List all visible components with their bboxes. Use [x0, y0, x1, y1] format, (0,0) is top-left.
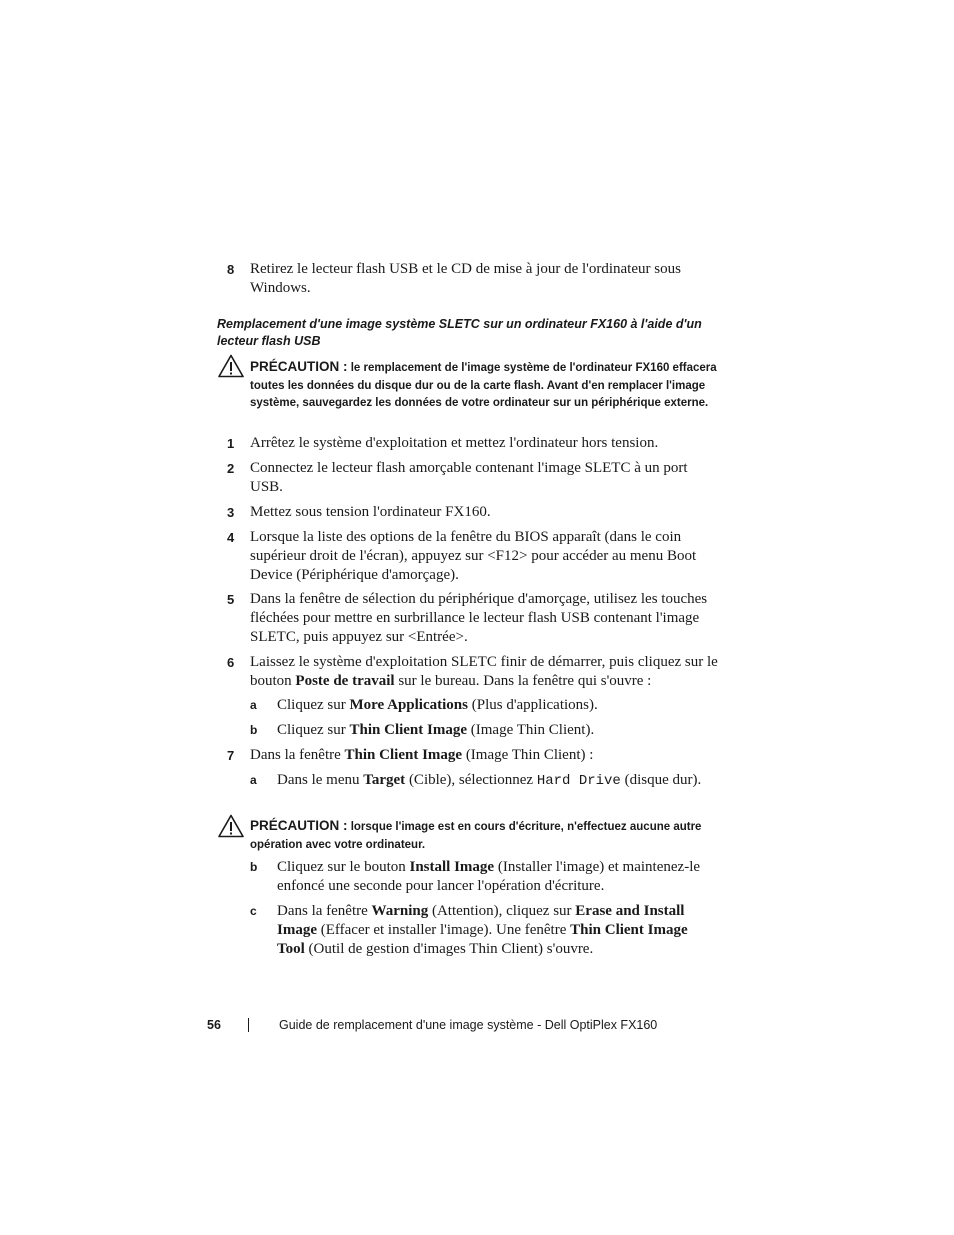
ui-term: Thin Client Image [349, 722, 468, 738]
step-number: 3 [227, 505, 235, 520]
substep-letter: a [250, 773, 257, 787]
step-number: 7 [227, 748, 235, 763]
warning-icon [218, 814, 244, 838]
footer-title: Guide de remplacement d'une image système - Dell OptiPlex FX160 [279, 1018, 658, 1032]
step-text: Laissez le système d'exploitation SLETC finir de démarrer, puis cliquez sur le bouton Poste de travail sur le bureau. Dans la fenêtre qui s'ouvre : [250, 654, 718, 689]
ui-term: Thin Client Image Tool [277, 922, 688, 957]
page-number: 56 [207, 1018, 221, 1032]
substep-letter: b [250, 723, 258, 737]
substep-text: Cliquez sur Thin Client Image (Image Thin Client). [277, 722, 595, 738]
section-heading: Remplacement d'une image système SLETC sur un ordinateur FX160 à l'aide d'un lecteur flash USB [217, 317, 702, 348]
ui-term: More Applications [349, 697, 468, 713]
warning-icon [218, 354, 244, 378]
ui-term: Erase and Install Image [277, 903, 685, 938]
substep-letter: b [250, 860, 258, 874]
substep-letter: a [250, 698, 257, 712]
step-text: Connectez le lecteur flash amorçable contenant l'image SLETC à un port USB. [250, 460, 688, 495]
caution-note [250, 817, 720, 854]
ui-term: Warning [371, 903, 429, 919]
step-number: 5 [227, 592, 235, 607]
step-text: Dans la fenêtre de sélection du périphérique d'amorçage, utilisez les touches fléchées pour mettre en surbrillance le lecteur flash USB contenant l'image SLETC, puis appuyez sur <Entrée>. [250, 591, 708, 645]
step-number: 4 [227, 530, 235, 545]
step-text: Dans la fenêtre Thin Client Image (Image Thin Client) : [250, 747, 594, 763]
substep-text: Dans le menu Target (Cible), sélectionnez Hard Drive (disque dur). [277, 772, 702, 789]
step-text: Retirez le lecteur flash USB et le CD de mise à jour de l'ordinateur sous Windows. [250, 261, 681, 296]
step-number: 6 [227, 655, 235, 670]
caution-text: lorsque l'image est en cours d'écriture, n'effectuez aucune autre opération avec votre ordinateur. [250, 821, 702, 851]
ui-term: Target [363, 772, 406, 788]
caution-note [250, 358, 720, 413]
step-number: 2 [227, 461, 235, 476]
caution-label: PRÉCAUTION : [250, 818, 348, 833]
substep-text: Cliquez sur le bouton Install Image (Installer l'image) et maintenez-le enfoncé une seconde pour lancer l'opération d'écriture. [277, 859, 701, 894]
ui-term: Thin Client Image [344, 747, 463, 763]
code-term: Hard Drive [536, 773, 621, 789]
caution-text: le remplacement de l'image système de l'ordinateur FX160 effacera toutes les données du disque dur ou de la carte flash. Avant d'en remplacer l'image système, sauvegardez les données de votre ordinateur sur un périphérique externe. [250, 362, 717, 409]
step-text: Arrêtez le système d'exploitation et mettez l'ordinateur hors tension. [250, 435, 659, 451]
substep-text: Dans la fenêtre Warning (Attention), cliquez sur Erase and Install Image (Effacer et installer l'image). Une fenêtre Thin Client Image Tool (Outil de gestion d'images Thin Client) s'ouvre. [277, 903, 688, 957]
caution-label: PRÉCAUTION : [250, 359, 348, 374]
step-number: 1 [227, 436, 235, 451]
step-text: Mettez sous tension l'ordinateur FX160. [250, 504, 491, 520]
ui-term: Poste de travail [295, 673, 395, 689]
substep-letter: c [250, 904, 257, 918]
step-number: 8 [227, 262, 235, 277]
ui-term: Install Image [409, 859, 495, 875]
footer-divider [248, 1018, 249, 1032]
substep-text: Cliquez sur More Applications (Plus d'applications). [277, 697, 598, 713]
step-text: Lorsque la liste des options de la fenêtre du BIOS apparaît (dans le coin supérieur droit de l'écran), appuyez sur <F12> pour accéder au menu Boot Device (Périphérique d'amorçage). [250, 529, 697, 583]
